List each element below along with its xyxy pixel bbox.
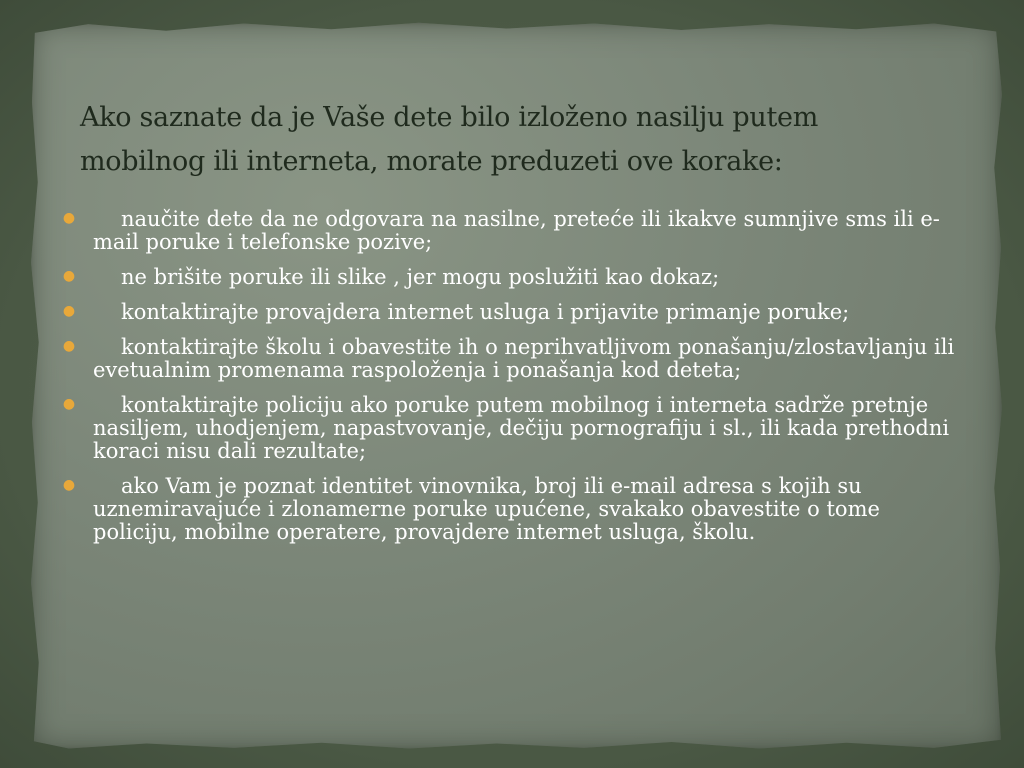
orange-bullet-icon: ●	[62, 477, 76, 493]
list-item	[60, 266, 960, 289]
orange-bullet-icon: ●	[62, 396, 76, 412]
list-item	[60, 208, 960, 254]
list-item-text: kontaktirajte policiju ako poruke putem mobilnog i interneta sadrže pretnje nasiljem, uhodjenjem, napastvovanje, dečiju pornografiju i sl., ili kada prethodni koraci nisu dali rezultate;	[93, 393, 950, 463]
bullet-list	[60, 208, 960, 556]
list-item-text: kontaktirajte provajdera internet usluga i prijavite primanje poruke;	[121, 300, 850, 324]
list-item-text: naučite dete da ne odgovara na nasilne, preteće ili ikakve sumnjive sms ili e-mail poruke i telefonske pozive;	[93, 207, 940, 254]
list-item	[60, 336, 960, 382]
list-item	[60, 301, 960, 324]
orange-bullet-icon: ●	[62, 338, 76, 354]
list-item	[60, 394, 960, 463]
list-item-text: ne brišite poruke ili slike , jer mogu poslužiti kao dokaz;	[121, 265, 720, 289]
list-item	[60, 475, 960, 544]
orange-bullet-icon: ●	[62, 303, 76, 319]
orange-bullet-icon: ●	[62, 268, 76, 284]
list-item-text: ako Vam je poznat identitet vinovnika, broj ili e-mail adresa s kojih su uznemiravajuće i zlonamerne poruke upućene, svakako obavestite o tome policiju, mobilne operatere, provajdere internet usluga, školu.	[93, 474, 880, 544]
list-item-text: kontaktirajte školu i obavestite ih o neprihvatljivom ponašanju/zlostavljanju ili evetualnim promenama raspoloženja i ponašanja kod deteta;	[93, 335, 955, 382]
orange-bullet-icon: ●	[62, 210, 76, 226]
slide-title: Ako saznate da je Vaše dete bilo izloženo nasilju putem mobilnog ili interneta, morate preduzeti ove korake:	[80, 102, 819, 177]
